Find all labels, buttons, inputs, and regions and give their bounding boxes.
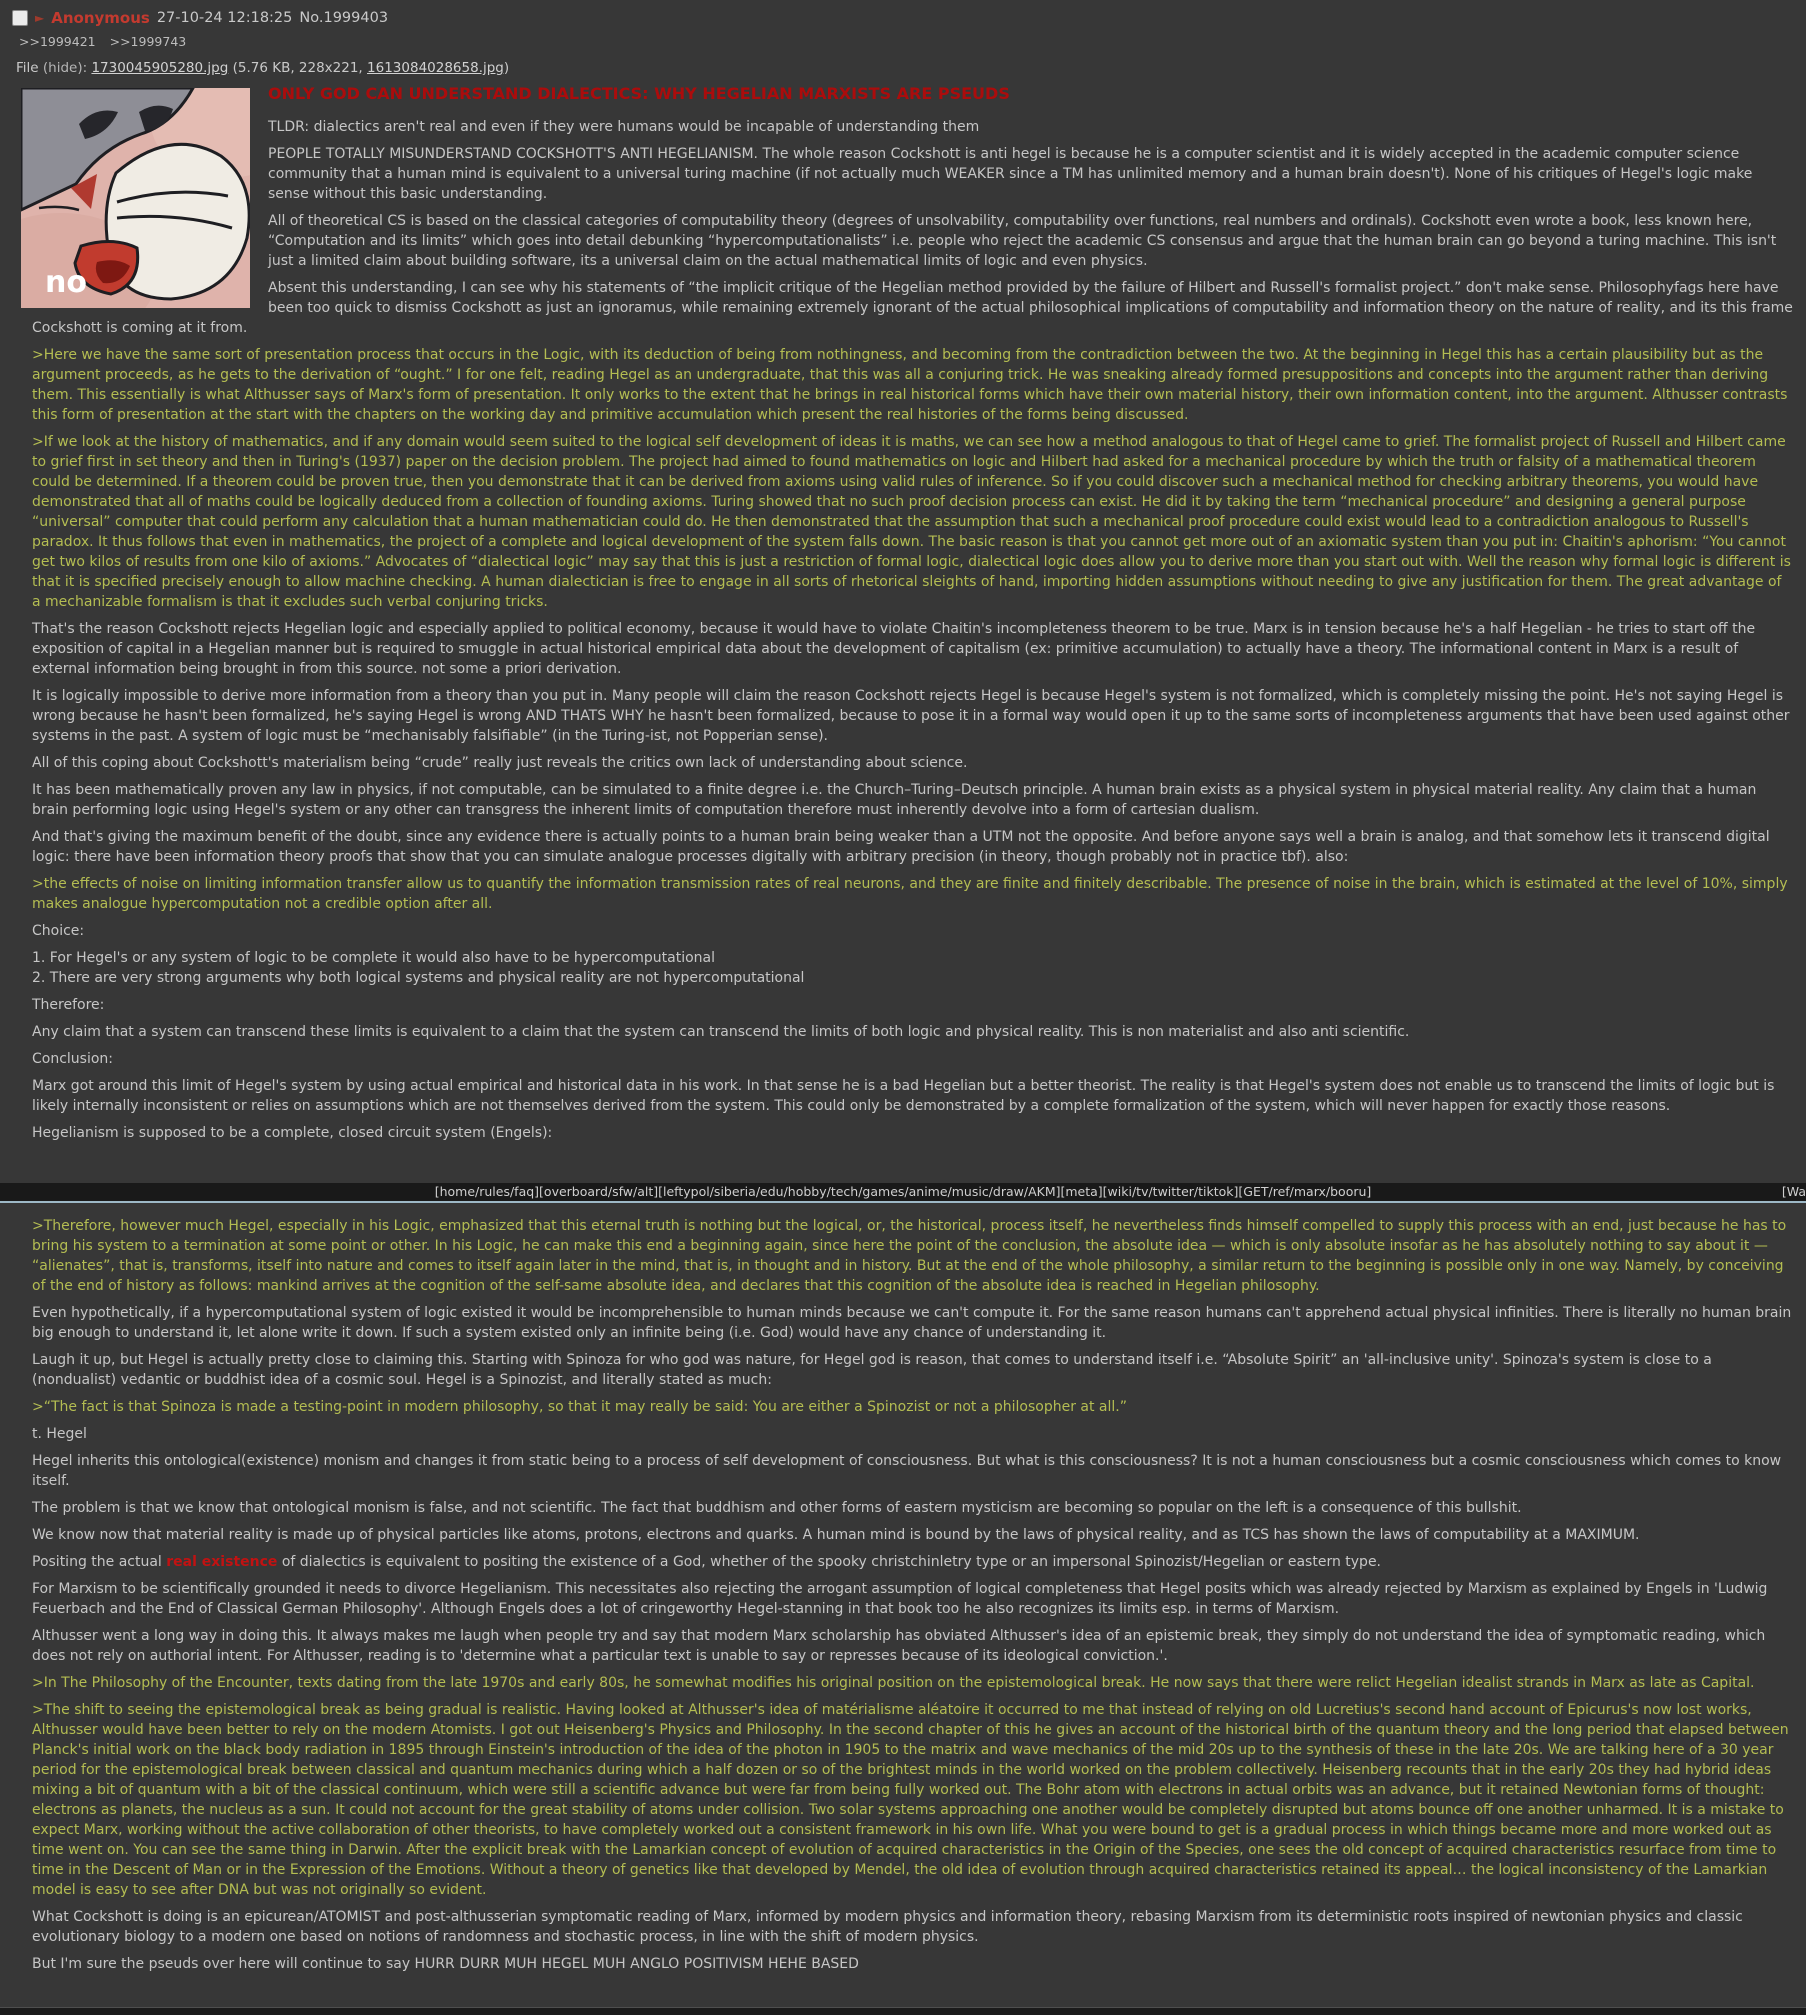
board-navbar xyxy=(0,1183,1806,1201)
post-select-checkbox[interactable] xyxy=(12,10,28,26)
post-body xyxy=(32,84,1794,1143)
post-paragraph: The problem is that we know that ontological monism is false, and not scientific. The fact that buddhism and other forms of eastern mysticism are becoming so popular on the left is a consequence of this bullshit. xyxy=(32,1500,1522,1516)
meme-caption: no xyxy=(45,265,87,300)
paragraph-text: Positing the actual xyxy=(32,1554,167,1570)
post-paragraph: All of this coping about Cockshott's materialism being “crude” really just reveals the critics own lack of understanding about science. xyxy=(32,755,968,771)
post-paragraph: We know now that material reality is made up of physical particles like atoms, protons, electrons and quarks. A human mind is bound by the laws of physical reality, and as TCS has shown the laws of computability at a MAXIMUM. xyxy=(32,1527,1640,1543)
post-greentext: >In The Philosophy of the Encounter, texts dating from the late 1970s and early 80s, he somewhat modifies his original position on the epistemological break. He now says that there were relict Hegelian idealist strands in Marx as late as Capital. xyxy=(32,1675,1755,1691)
post-paragraph: But I'm sure the pseuds over here will continue to say HURR DURR MUH HEGEL MUH ANGLO POSITIVISM HEHE BASED xyxy=(32,1956,859,1972)
post-greentext: >If we look at the history of mathematics, and if any domain would seem suited to the logical self development of ideas it is maths, we can see how a method analogous to that of Hegel came to grief. The formalist project of Russell and Hilbert came to grief first in set theory and then in Turing's (1937) paper on the decision problem. The project had aimed to found mathematics on logic and Hilbert had asked for a mechanical procedure by which the truth or falsity of a mathematical theorem could be determined. If a theorem could be proven true, then you demonstrate that it can be derived from axioms using valid rules of inference. So if you could discover such a mechanical method for checking arbitrary theorems, you would have demonstrated that all of maths could be logically deduced from a collection of founding axioms. Turing showed that no such proof decision process can exist. He did it by taking the term “mechanical procedure” and designing a general purpose “universal” computer that could perform any calculation that a human mathematician could do. He then demonstrated that the assumption that such a mechanical proof procedure could exist would lead to a contradiction analogous to Russell's paradox. It thus follows that even in mathematics, the project of a complete and logical development of the system falls down. The basic reason is that you cannot get more out of an axiomatic system than you put in: Chaitin's aphorism: “You cannot get two kilos of results from one kilo of axioms.” Advocates of “dialectical logic” may say that this is just a restriction of formal logic, dialectical logic does allow you to derive more than you start out with. Well the reason why formal logic is different is that it is specified precisely enough to allow machine checking. A human dialectician is free to engage in all sorts of rhetorical sleights of hand, importing hidden assumptions without needing to give any justification for them. The great advantage of a mechanizable formalism is that it excludes such verbal conjuring tricks. xyxy=(32,434,1791,610)
post-subject: ONLY GOD CAN UNDERSTAND DIALECTICS: WHY HEGELIAN MARXISTS ARE PSEUDS xyxy=(268,84,1010,103)
post-list-item: 1. For Hegel's or any system of logic to be complete it would also have to be hypercomputational xyxy=(32,950,715,966)
reply-link[interactable]: >>1999421 xyxy=(19,34,96,49)
post-paragraph: t. Hegel xyxy=(32,1426,87,1442)
post-greentext: >the effects of noise on limiting information transfer allow us to quantify the information transmission rates of real neurons, and they are finite and finitely describable. The presence of noise in the brain, which is estimated at the level of 10%, simply makes analogue hypercomputation not a credible option after all. xyxy=(32,876,1788,912)
post-greentext: >Here we have the same sort of presentation process that occurs in the Logic, with its deduction of being from nothingness, and becoming from the contradiction between the two. At the beginning in Hegel this has a certain plausibility but as the argument proceeds, as he gets to the derivation of “ought.” I for one felt, reading Hegel as an undergraduate, that this was all a conjuring trick. He was sneaking already formed presuppositions and concepts into the argument rather than deriving them. This essentially is what Althusser says of Marx's form of presentation. It only works to the extent that he brings in real historical forms which have their own material history, their own information content, into the argument. Althusser contrasts this form of presentation at the start with the chapters on the working day and primitive accumulation which present the real histories of the forms being discussed. xyxy=(32,347,1788,423)
file-hide-link[interactable]: (hide): xyxy=(42,60,88,76)
poster-name: Anonymous xyxy=(51,9,150,27)
post-timestamp: 27-10-24 12:18:25 xyxy=(156,10,293,26)
post-paragraph: Marx got around this limit of Hegel's system by using actual empirical and historical data in his work. In that sense he is a bad Hegelian but a better theorist. The reality is that Hegel's system does not enable us to transcend the limits of logic but is likely internally inconsistent or relies on assumptions which are not themselves derived from the system. This could only be demonstrated by a complete formalization of the system, which will never happen for exactly those reasons. xyxy=(32,1078,1775,1114)
post-paragraph: Althusser went a long way in doing this. It always makes me laugh when people try and say that modern Marx scholarship has obviated Althusser's idea of an epistemic break, they simply do not understand the idea of symptomatic reading, which does not rely on authorial intent. For Althusser, reading is to 'determine what a particular text is unable to say or represses because of its ideological conviction.'. xyxy=(32,1628,1766,1664)
post-paragraph: PEOPLE TOTALLY MISUNDERSTAND COCKSHOTT'S ANTI HEGELIANISM. The whole reason Cockshott is anti hegel is because he is a computer scientist and it is widely accepted in the academic computer science community that a human mind is equivalent to a universal turing machine (if not actually much WEAKER since a TM has unlimited memory and a human brain doesn't). None of his critiques of Hegel's logic make sense without this basic understanding. xyxy=(268,146,1753,202)
post-paragraph: That's the reason Cockshott rejects Hegelian logic and especially applied to political economy, because it would have to violate Chaitin's incompleteness theorem to be true. Marx is in tension because he's a half Hegelian - he tries to start off the exposition of capital in a Hegelian manner but is required to smuggle in actual historical empirical data about the development of capitalism (ex: primitive accumulation) to actually have a theory. The informational content in Marx is a result of external information being brought in from this source. not some a priori derivation. xyxy=(32,621,1756,677)
paragraph-text: of dialectics is equivalent to positing the existence of a God, whether of the spooky christchinletry type or an impersonal Spinozist/Hegelian or eastern type. xyxy=(277,1554,1382,1570)
post-paragraph: Therefore: xyxy=(32,997,105,1013)
post-number-link[interactable]: No.1999403 xyxy=(299,10,389,26)
post-paragraph: Hegel inherits this ontological(existence) monism and changes it from static being to a process of self development of consciousness. But what is this consciousness? It is not a human consciousness but a cosmic consciousness which comes to know itself. xyxy=(32,1453,1782,1489)
file-info-line xyxy=(16,60,1794,76)
post-paragraph-highlighted xyxy=(32,1552,1794,1572)
reply-backlinks xyxy=(19,34,1794,49)
reply-link[interactable]: >>1999743 xyxy=(109,34,187,49)
highlighted-phrase: real existence xyxy=(166,1554,278,1570)
post-paragraph: Laugh it up, but Hegel is actually pretty close to claiming this. Starting with Spinoza for who god was nature, for Hegel god is reason, that comes to understand itself i.e. “Absolute Spirit” an 'all-inclusive unity'. Spinoza's system is close to a (nondualist) vedantic or buddhist idea of a cosmic soul. Hegel is a Spinozist, and literally stated as much: xyxy=(32,1352,1712,1388)
post-section-bottom xyxy=(0,1203,1806,2007)
post-greentext: >Therefore, however much Hegel, especially in his Logic, emphasized that this eternal truth is nothing but the logical, or, the historical, process itself, he nevertheless finds himself compelled to supply this process with an end, just because he has to bring his system to a termination at some point or other. In his Logic, he can make this end a beginning again, since here the point of the conclusion, the absolute idea — which is only absolute insofar as he has absolutely nothing to say about it — “alienates”, that is, transforms, itself into nature and comes to itself again later in the mind, that is, in thought and in history. But at the end of the whole philosophy, a similar return to the beginning is possible only in one way. Namely, by conceiving of the end of history as follows: mankind arrives at the cognition of the self-same absolute idea, and declares that this cognition of the absolute idea is reached in Hegelian philosophy. xyxy=(32,1218,1787,1294)
board-nav-links[interactable]: [home/rules/faq][overboard/sfw/alt][leftypol/siberia/edu/hobby/tech/games/anime/music/draw/AKM][meta][wiki/tv/twitter/tiktok][GET/ref/marx/booru] xyxy=(434,1184,1372,1199)
post-paragraph: It is logically impossible to derive more information from a theory than you put in. Many people will claim the reason Cockshott rejects Hegel is because Hegel's system is not formalized, which is completely missing the point. He's not saying Hegel is wrong because he hasn't been formalized, he's saying Hegel is wrong AND THATS WHY he hasn't been formalized, because to pose it in a formal way would open it up to the same sorts of incompleteness arguments that have been used against other systems in the past. A system of logic must be “mechanisably falsifiable” (in the Turing-ist, not Popperian sense). xyxy=(32,688,1790,744)
post-paragraph: And that's giving the maximum benefit of the doubt, since any evidence there is actually points to a human brain being weaker than a UTM not the opposite. And before anyone says well a brain is analog, and that somehow lets it transcend digital logic: there have been information theory proofs that show that you can simulate analogue processes digitally with arbitrary precision (in theory, though probably not in practice tbf). also: xyxy=(32,829,1770,865)
post-image-thumbnail[interactable] xyxy=(21,88,250,308)
post-paragraph: Hegelianism is supposed to be a complete, closed circuit system (Engels): xyxy=(32,1125,553,1141)
file-original-name-link[interactable]: 1613084028658.jpg xyxy=(367,60,504,76)
post-paragraph: Choice: xyxy=(32,923,85,939)
post-menu-arrow-icon[interactable]: ► xyxy=(35,11,45,25)
post-list-item: 2. There are very strong arguments why both logical systems and physical reality are not hypercomputational xyxy=(32,970,805,986)
post-greentext: >“The fact is that Spinoza is made a testing-point in modern philosophy, so that it may really be said: You are either a Spinozist or not a philosopher at all.” xyxy=(32,1399,1127,1415)
post-paragraph: What Cockshott is doing is an epicurean/ATOMIST and post-althusserian symptomatic reading of Marx, informed by modern physics and information theory, rebasing Marxism from its deterministic roots inspired of newtonian physics and classic evolutionary biology to a modern one based on notions of randomness and stochastic process, in line with the shift of modern physics. xyxy=(32,1909,1743,1945)
post-paragraph: For Marxism to be scientifically grounded it needs to divorce Hegelianism. This necessitates also rejecting the arrogant assumption of logical completeness that Hegel posits which was already rejected by Marxism as explained by Engels in 'Ludwig Feuerbach and the End of Classical German Philosophy'. Although Engels does a lot of cringeworthy Hegel-stanning in that book too he also recognizes its limits esp. in terms of Marxism. xyxy=(32,1581,1768,1617)
file-label: File xyxy=(16,60,39,76)
file-name-link[interactable]: 1730045905280.jpg xyxy=(91,60,229,76)
file-meta: (5.76 KB, 228x221, xyxy=(232,60,363,76)
file-meta-close: ) xyxy=(503,60,510,76)
post-paragraph: TLDR: dialectics aren't real and even if they were humans would be incapable of understanding them xyxy=(268,119,980,135)
post-paragraph: All of theoretical CS is based on the classical categories of computability theory (degrees of unsolvability, computability over functions, real numbers and ordinals). Cockshott even wrote a book, less known here, “Computation and its limits” which goes into detail debunking “hypercomputationalists” i.e. people who reject the academic CS consensus and argue that the human brain can go beyond a turing machine. This isn't just a limited claim about building software, its a universal claim on the actual mathematical limits of logic and even physics. xyxy=(268,213,1777,269)
post-paragraph: Conclusion: xyxy=(32,1051,114,1067)
post-header xyxy=(12,8,1794,28)
post-paragraph: Even hypothetically, if a hypercomputational system of logic existed it would be incomprehensible to human minds because we can't compute it. For the same reason humans can't apprehend actual physical infinities. There is literally no human brain big enough to understand it, let alone write it down. If such a system existed only an infinite being (i.e. God) would have any chance of understanding it. xyxy=(32,1305,1792,1341)
watch-thread-link[interactable]: [Wa xyxy=(1781,1184,1806,1199)
post-paragraph: Absent this understanding, I can see why his statements of “the implicit critique of the Hegelian method provided by the failure of Hilbert and Russell's formalist project.” don't make sense. Philosophyfags here have been too quick to dismiss Cockshott as just an ignoramus, while remaining extremely ignorant of the actual philosophical implications of computability and information theory on the nature of reality, and its this frame Cockshott is coming at it from. xyxy=(32,280,1793,336)
post-paragraph: It has been mathematically proven any law in physics, if not computable, can be simulated to a finite degree i.e. the Church–Turing–Deutsch principle. A human brain exists as a physical system in physical material reality. Any claim that a human brain performing logic using Hegel's system or any other can transgress the inherent limits of computation therefore must inherently devolve into a form of cartesian dualism. xyxy=(32,782,1757,818)
post-greentext: >The shift to seeing the epistemological break as being gradual is realistic. Having looked at Althusser's idea of matérialisme aléatoire it occurred to me that instead of relying on old Lucretius's second hand account of Epicurus's now lost works, Althusser would have been better to rely on the modern Atomists. I got out Heisenberg's Physics and Philosophy. In the second chapter of this he gives an account of the historical birth of the quantum theory and the long period that elapsed between Planck's initial work on the black body radiation in 1895 through Einstein's introduction of the idea of the photon in 1905 to the matrix and wave mechanics of the mid 20s up to the synthesis of these in the late 20s. We are talking here of a 30 year period for the epistemological break between classical and quantum mechanics during which a half dozen or so of the brightest minds in the world worked on the problem collectively. Heisenberg recounts that in the early 20s they had hybrid ideas mixing a bit of quantum with a bit of the classical continuum, which were still a scientific advance but were far from being fully worked out. The Bohr atom with electrons in actual orbits was an advance, but it retained Newtonian forms of thought: electrons as planets, the nucleus as a sun. It could not account for the great stability of atoms under collision. Two solar systems approaching one another would be completely disrupted but atoms bounce off one another unharmed. It is a mistake to expect Marx, working without the active collaboration of other theorists, to have completely worked out a consistent framework in his own life. What you were bound to get is a gradual process in which things became more and more worked out as time went on. You can see the same thing in Darwin. After the explicit break with the Lamarkian concept of evolution of acquired characteristics in the Origin of the Species, one sees the old concept of acquired characteristics resurface from time to time in the Descent of Man or in the Expression of the Emotions. Without a theory of genetics like that developed by Mendel, the old idea of evolution through acquired characteristics retained its appeal… the logical inconsistency of the Lamarkian model is easy to see after DNA but was not originally so evident. xyxy=(32,1702,1789,1898)
bottom-bar xyxy=(0,2007,1806,2015)
post-paragraph: Any claim that a system can transcend these limits is equivalent to a claim that the system can transcend the limits of both logic and physical reality. This is non materialist and also anti scientific. xyxy=(32,1024,1410,1040)
